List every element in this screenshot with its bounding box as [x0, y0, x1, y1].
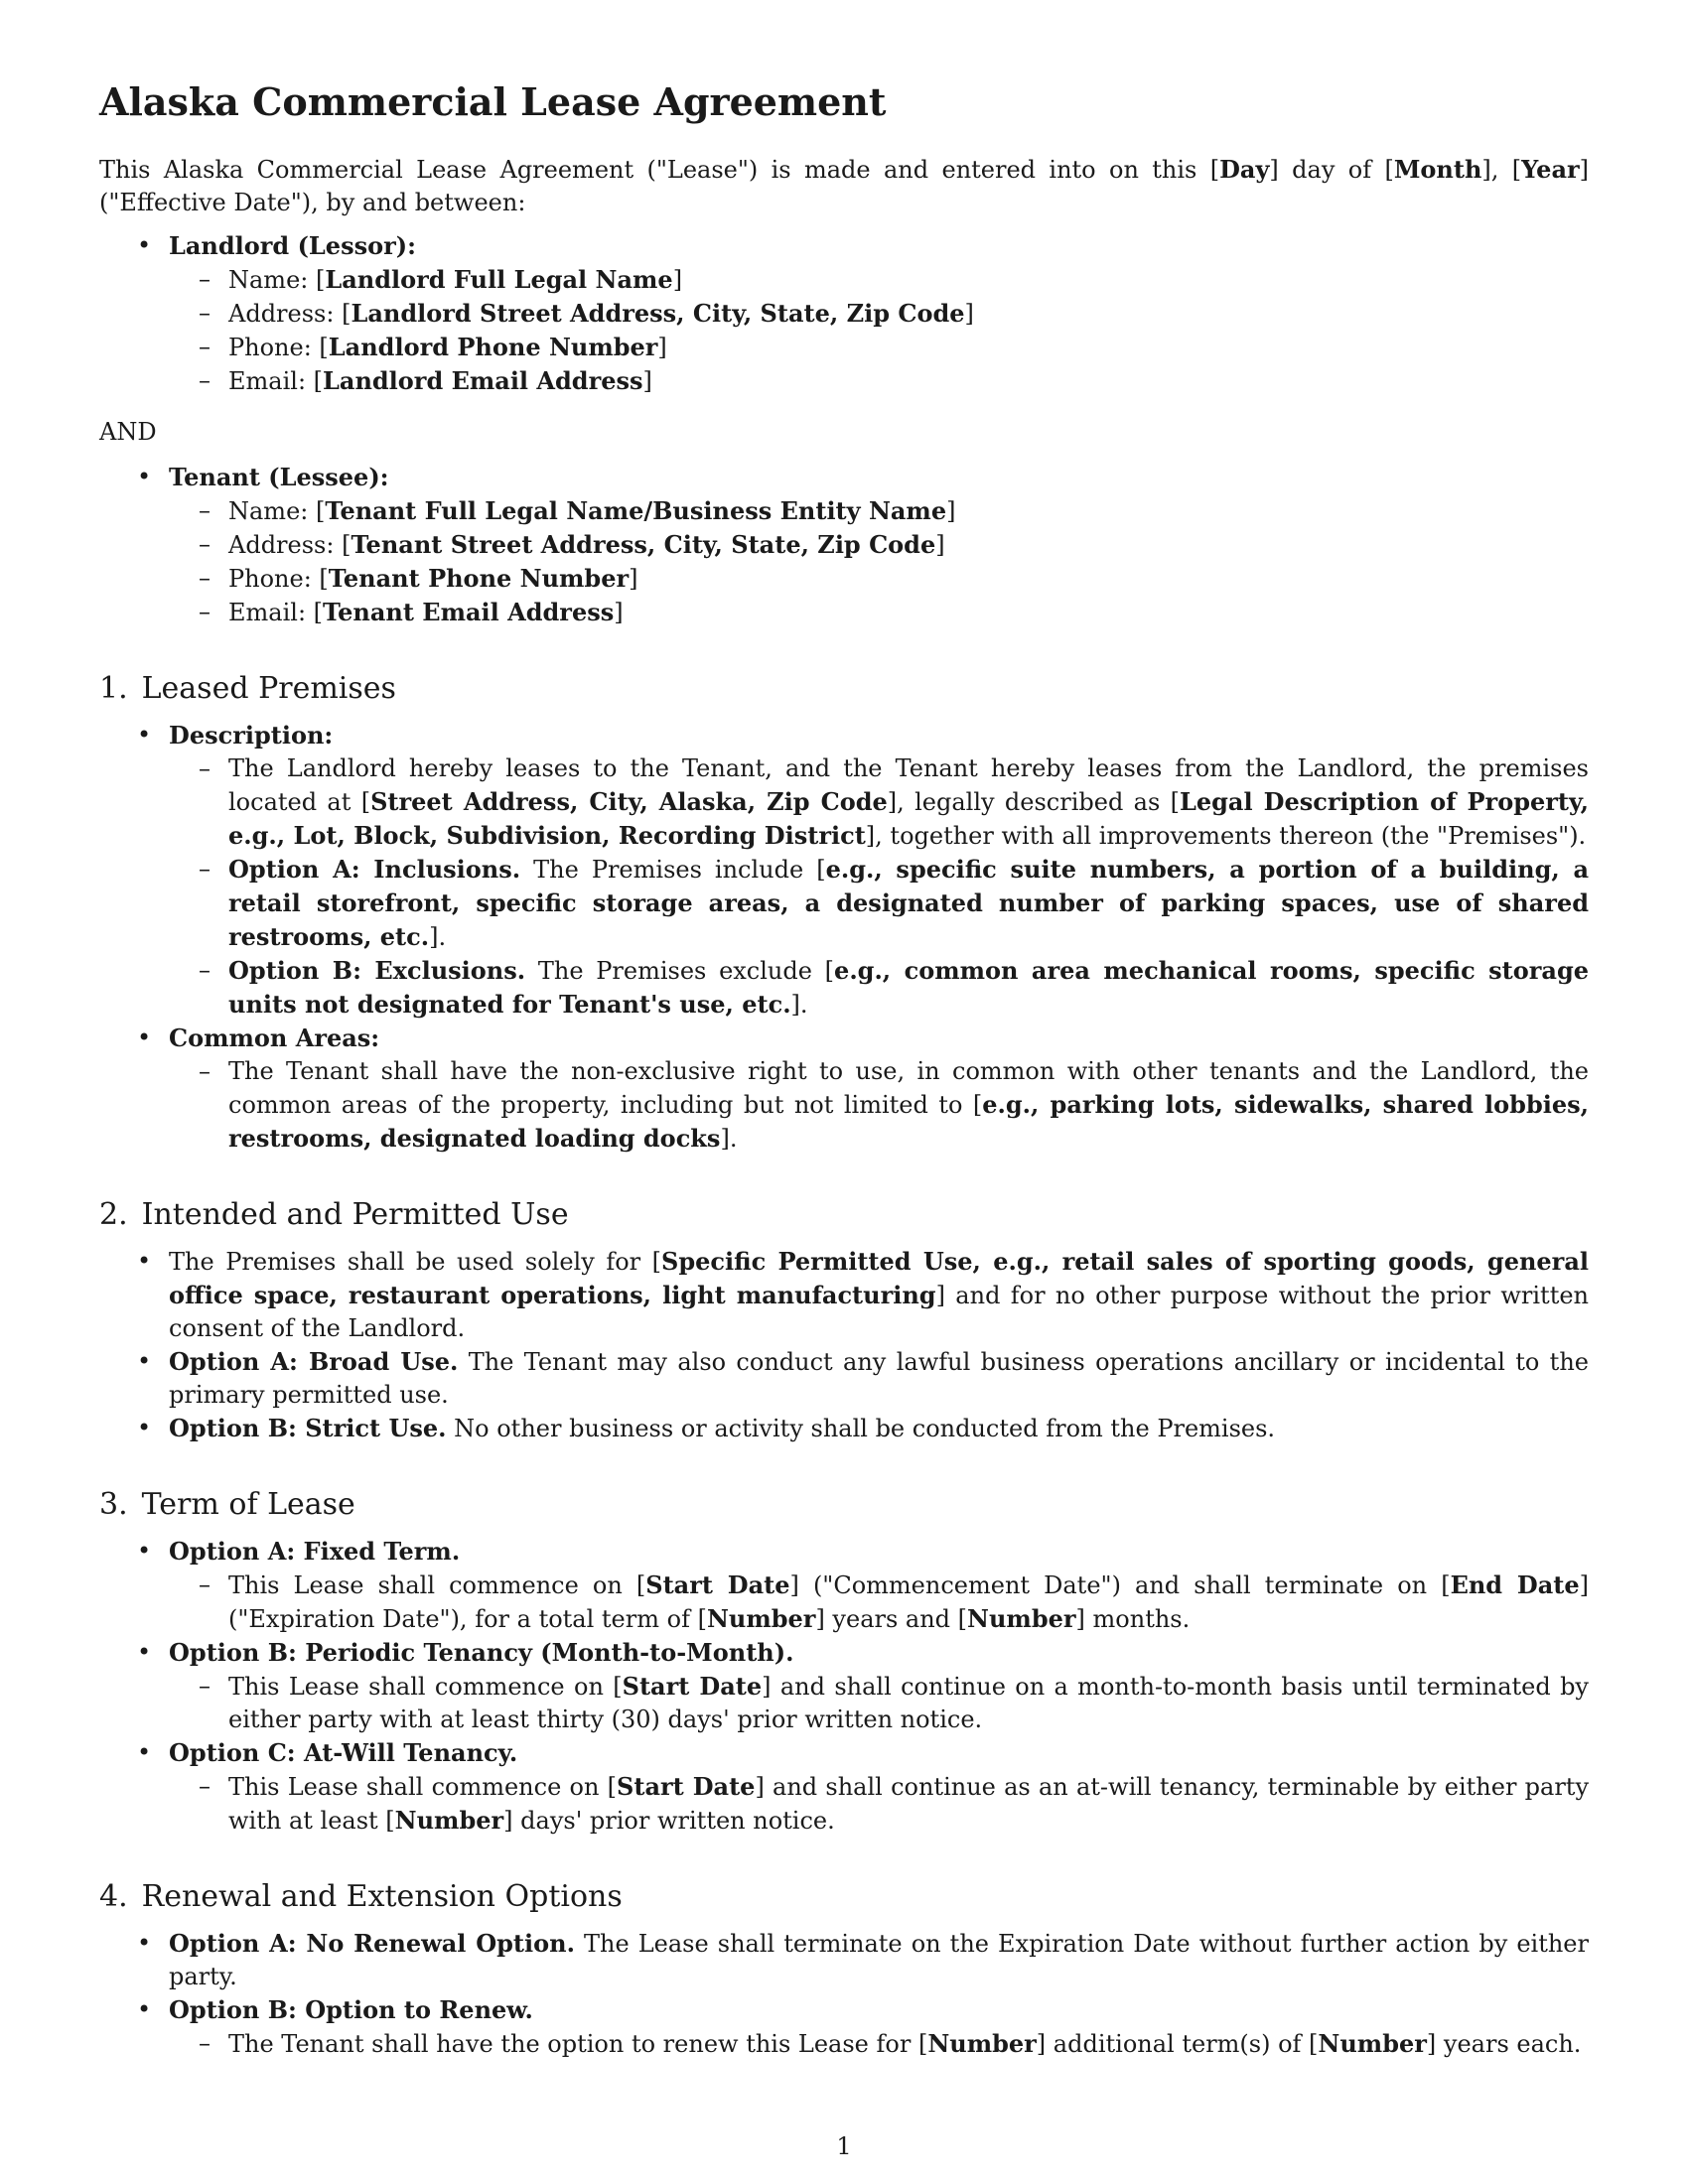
landlord-email-field: – Email: [Landlord Email Address] [169, 364, 1589, 398]
broad-use-option: • Option A: Broad Use. The Tenant may also conduct any lawful business operations ancillary or incidental to the primary permitted use. [99, 1345, 1589, 1412]
landlord-list [99, 229, 1589, 398]
section-heading-renewal: 4. Renewal and Extension Options [99, 1878, 623, 1914]
permitted-use-text: • The Premises shall be used solely for [Specific Permitted Use, e.g., retail sales of sporting goods, general office space, restaurant operations, light manufacturing] and for no other purpose without the prior written consent of the Landlord. [99, 1245, 1589, 1345]
fixed-term-option: • Option A: Fixed Term. – This Lease shall commence on [Start Date] ("Commencement Date") and shall terminate on [End Date] ("Expiration Date"), for a total term of [Number] years and [Number] months. [99, 1535, 1589, 1636]
periodic-tenancy-option: • Option B: Periodic Tenancy (Month-to-Month). – This Lease shall commence on [Start Date] and shall continue on a month-to-month basis until terminated by either party with at least thirty (30) days' prior written notice. [99, 1636, 1589, 1736]
renewal-list [99, 1927, 1589, 2061]
section-heading-permitted-use: 2. Intended and Permitted Use [99, 1196, 569, 1232]
landlord-item: • Landlord (Lessor): – Name: [Landlord Full Legal Name] – Address: [Landlord Street Address, City, State, Zip Code] – Phone: [Landlord Phone Number] – Email: [Landlord Email Address] [99, 229, 1589, 398]
option-to-renew: • Option B: Option to Renew. – The Tenant shall have the option to renew this Lease for [Number] additional term(s) of [Number] years each. [99, 1993, 1589, 2061]
common-areas-item: • Common Areas: – The Tenant shall have the non-exclusive right to use, in common with other tenants and the Landlord, the common areas of the property, including but not limited to [e.g., parking lots, sidewalks, shared lobbies, restrooms, designated loading docks]. [99, 1022, 1589, 1156]
term-of-lease-list [99, 1535, 1589, 1838]
periodic-tenancy-text: – This Lease shall commence on [Start Date] and shall continue on a month-to-month basis until terminated by either party with at least thirty (30) days' prior written notice. [169, 1670, 1589, 1736]
leased-premises-list [99, 719, 1589, 1156]
tenant-list [99, 461, 1589, 629]
tenant-phone-field: – Phone: [Tenant Phone Number] [169, 562, 1589, 596]
page-number: 1 [836, 2132, 852, 2160]
common-areas-text: – The Tenant shall have the non-exclusive right to use, in common with other tenants and the Landlord, the common areas of the property, including but not limited to [e.g., parking lots, sidewalks, shared lobbies, restrooms, designated loading docks]. [169, 1055, 1589, 1156]
at-will-tenancy-option: • Option C: At-Will Tenancy. – This Lease shall commence on [Start Date] and shall continue as an at-will tenancy, terminable by either party with at least [Number] days' prior written notice. [99, 1736, 1589, 1838]
inclusions-option: – Option A: Inclusions. The Premises include [e.g., specific suite numbers, a portion of a building, a retail storefront, specific storage areas, a designated number of parking spaces, use of shared restrooms, etc.]. [169, 853, 1589, 954]
strict-use-option: • Option B: Strict Use. No other business or activity shall be conducted from the Premises. [99, 1412, 1589, 1445]
document-page [99, 79, 1589, 2061]
and-separator: AND [99, 417, 157, 446]
option-to-renew-text: – The Tenant shall have the option to renew this Lease for [Number] additional term(s) of [Number] years each. [169, 2027, 1589, 2061]
description-text: – The Landlord hereby leases to the Tenant, and the Tenant hereby leases from the Landlord, the premises located at [Street Address, City, Alaska, Zip Code], legally described as [Legal Description of Property, e.g., Lot, Block, Subdivision, Recording District], together with all improvements thereon (the "Premises"). [169, 752, 1589, 853]
no-renewal-option: • Option A: No Renewal Option. The Lease shall terminate on the Expiration Date without further action by either party. [99, 1927, 1589, 1993]
landlord-phone-field: – Phone: [Landlord Phone Number] [169, 331, 1589, 364]
landlord-address-field: – Address: [Landlord Street Address, City, State, Zip Code] [169, 297, 1589, 331]
intro-paragraph: This Alaska Commercial Lease Agreement ("Lease") is made and entered into on this [Day] day of [Month], [Year] ("Effective Date"), by and between: [99, 154, 1590, 216]
tenant-address-field: – Address: [Tenant Street Address, City, State, Zip Code] [169, 528, 1589, 562]
tenant-name-field: – Name: [Tenant Full Legal Name/Business Entity Name] [169, 494, 1589, 528]
tenant-item: • Tenant (Lessee): – Name: [Tenant Full Legal Name/Business Entity Name] – Address: [Tenant Street Address, City, State, Zip Code] – Phone: [Tenant Phone Number] – Email: [Tenant Email Address] [99, 461, 1589, 629]
exclusions-option: – Option B: Exclusions. The Premises exclude [e.g., common area mechanical rooms, specific storage units not designated for Tenant's use, etc.]. [169, 954, 1589, 1022]
landlord-name-field: – Name: [Landlord Full Legal Name] [169, 263, 1589, 297]
document-title: Alaska Commercial Lease Agreement [99, 79, 887, 124]
at-will-tenancy-text: – This Lease shall commence on [Start Date] and shall continue as an at-will tenancy, terminable by either party with at least [Number] days' prior written notice. [169, 1770, 1589, 1838]
fixed-term-text: – This Lease shall commence on [Start Date] ("Commencement Date") and shall terminate on [End Date] ("Expiration Date"), for a total term of [Number] years and [Number] months. [169, 1569, 1589, 1636]
tenant-email-field: – Email: [Tenant Email Address] [169, 596, 1589, 629]
section-heading-term-of-lease: 3. Term of Lease [99, 1486, 355, 1522]
description-item: • Description: – The Landlord hereby leases to the Tenant, and the Tenant hereby leases from the Landlord, the premises located at [Street Address, City, Alaska, Zip Code], legally described as [Legal Description of Property, e.g., Lot, Block, Subdivision, Recording District], together with all improvements thereon (the "Premises"). – Option A: Inclusions. The Premises include [e.g., specific suite numbers, a portion of a building, a retail storefront, specific storage areas, a designated number of parking spaces, use of shared restrooms, etc.]. – Option B: Exclusions. The Premises exclude [e.g., common area mechanical rooms, specific storage units not designated for Tenant's use, etc.]. [99, 719, 1589, 1022]
section-heading-leased-premises: 1. Leased Premises [99, 670, 396, 706]
permitted-use-list [99, 1245, 1589, 1445]
